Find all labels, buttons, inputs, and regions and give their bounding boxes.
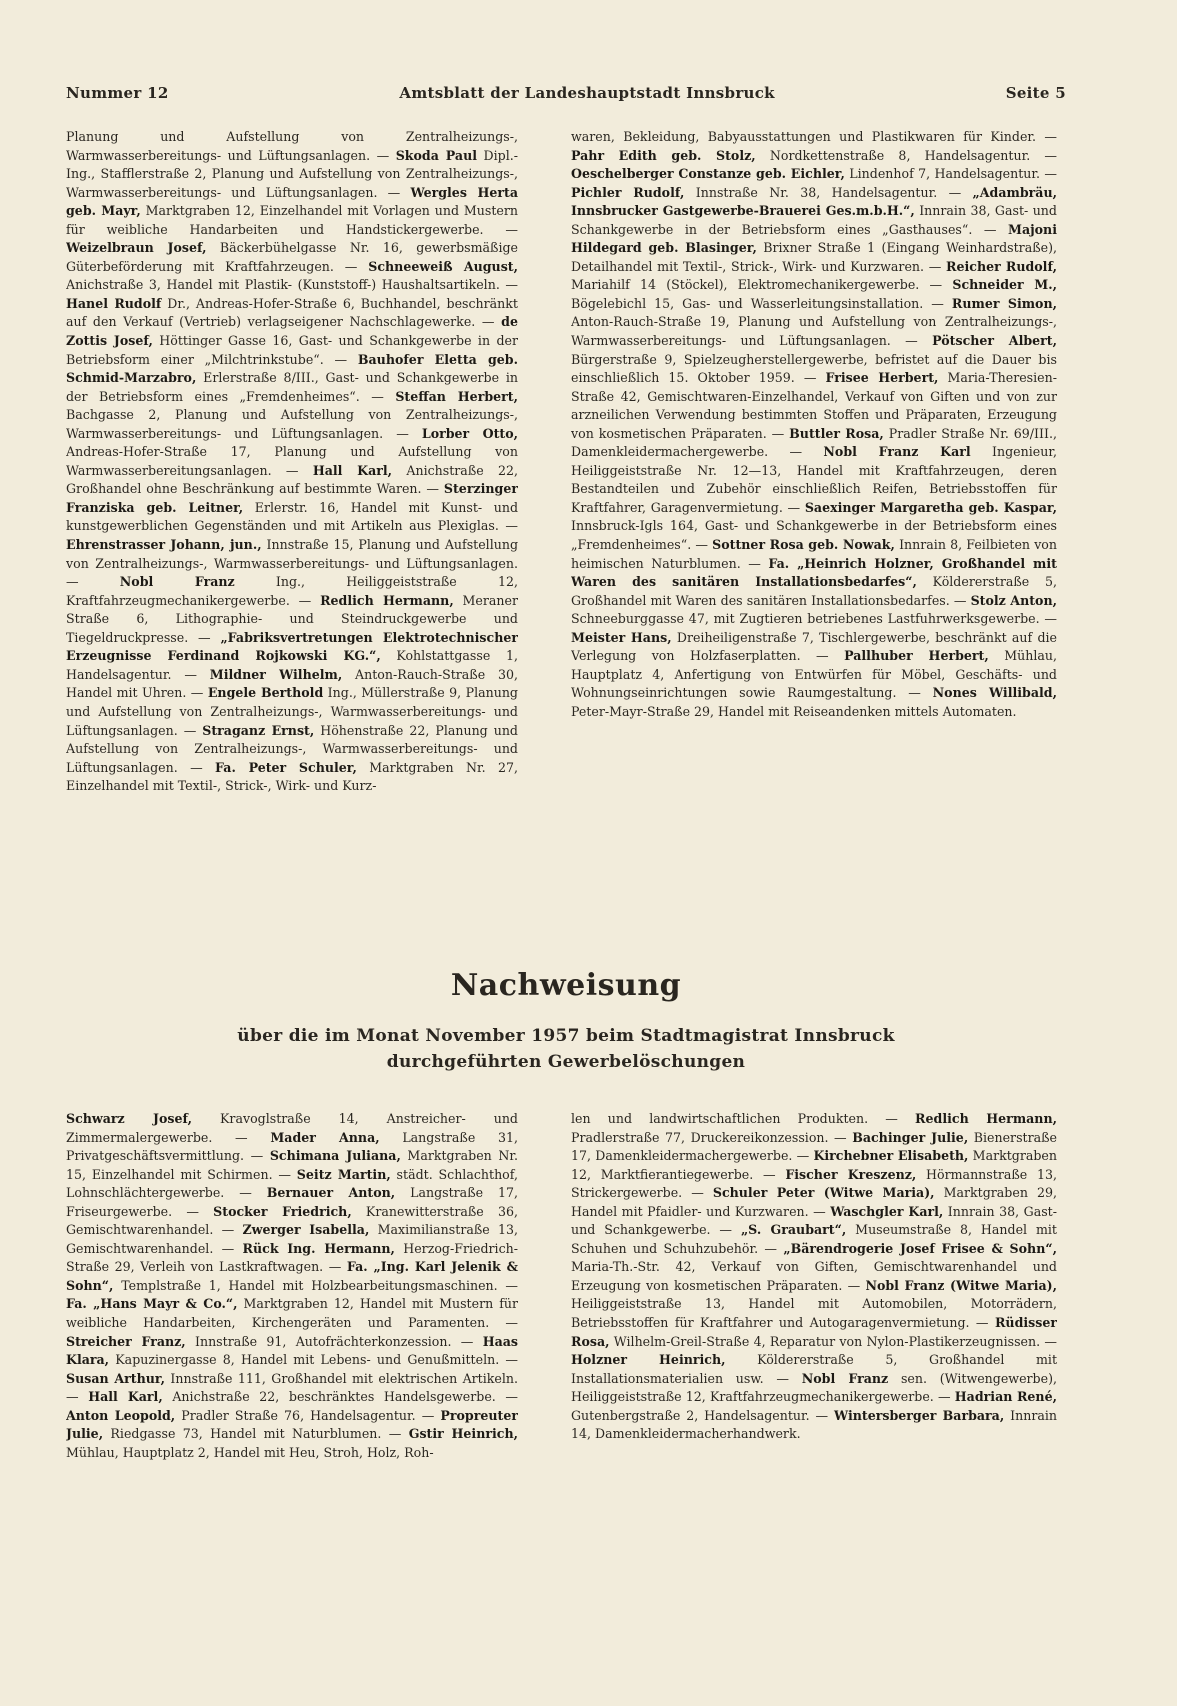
entry-name: Mildner Wilhelm, [209,666,343,682]
text-column-bottom-right [571,1110,1057,1670]
entry-name: Sottner Rosa geb. Nowak, [712,537,895,553]
entry-name: Fa. „Hans Mayr & Co.“, [66,1296,238,1312]
entry-name: Rumer Simon, [951,295,1057,311]
entry-name: Schneider M., [952,277,1057,293]
entry-name: „S. Graubart“, [740,1222,847,1238]
entry-name: Steffan Herbert, [395,388,518,404]
entry-name: Rück Ing. Hermann, [242,1240,395,1256]
entry-name: Nobl Franz [119,574,235,590]
entry-name: Schwarz Josef, [66,1111,193,1126]
entry-name: Nobl Franz (Witwe Maria), [865,1277,1057,1293]
entry-name: Hall Karl, [312,462,393,478]
entry-name: Majoni Hildegard geb. Blasinger, [571,221,1057,256]
entry-name: Frisee Herbert, [825,370,939,386]
page-header [66,84,1066,102]
entry-name: „Adambräu, Innsbrucker Gastgewerbe-Brauerei Ges.m.b.H.“, [571,184,1057,219]
entry-name: Meister Hans, [571,629,672,645]
entry-name: Propreuter Julie, [66,1407,518,1442]
entry-name: Fischer Kreszenz, [785,1166,917,1182]
entry-name: „Fabriksvertretungen Elektrotechnischer Erzeugnisse Ferdinand Rojkowski KG.“, [66,629,518,664]
entry-name: Schuler Peter (Witwe Maria), [712,1185,935,1201]
entry-name: Pallhuber Herbert, [844,648,989,664]
column-paragraph: len und landwirtschaftlichen Produkten. — Redlich Hermann, Pradlerstraße 77, Druckereikonzession. — Bachinger Julie, Bienerstraße 17, Damenkleidermachergewerbe. — Kirchebner Elisabeth, Marktgraben 12, Marktfierantiegewerbe. — Fischer Kreszenz, Hörmannstraße 13, Strickergewerbe. — Schuler Peter (Witwe Maria), Marktgraben 29, Handel mit Pfaidler- und Kurzwaren. — Waschgler Karl, Innrain 38, Gast- und Schankgewerbe. — „S. Graubart“, Museumstraße 8, Handel mit Schuhen und Schuhzubehör. — „Bärendrogerie Josef Frisee & Sohn“, Maria-Th.-Str. 42, Verkauf von Giften, Gemischtwarenhandel und Erzeugung von kosmetischen Präparaten. — Nobl Franz (Witwe Maria), Heiliggeiststraße 13, Handel mit Automobilen, Motorrädern, Betriebsstoffen für Kraftfahrer und Autogaragenvermietung. — Rüdisser Rosa, Wilhelm-Greil-Straße 4, Reparatur von Nylon-Plastikerzeugnissen. — Holzner Heinrich, Köldererstraße 5, Großhandel mit Installationsmaterialien usw. — Nobl Franz sen. (Witwengewerbe), Heiliggeiststraße 12, Kraftfahrzeugmechanikergewerbe. — Hadrian René, Gutenbergstraße 2, Handelsagentur. — Wintersberger Barbara, Innrain 14, Damenkleidermacherhandwerk. [571,1111,1057,1442]
entry-name: Mader Anna, [270,1129,380,1145]
entry-name: Wergles Herta geb. Mayr, [66,184,518,219]
entry-name: Waschgler Karl, [830,1203,944,1219]
entry-name: Hall Karl, [88,1389,163,1405]
entry-name: Kirchebner Elisabeth, [813,1148,969,1164]
entry-name: Wintersberger Barbara, [834,1407,1005,1423]
entry-name: Saexinger Margaretha geb. Kaspar, [804,499,1057,515]
publication-title: Amtsblatt der Landeshauptstadt Innsbruck [399,84,775,102]
entry-name: Hadrian René, [954,1389,1057,1405]
column-paragraph: waren, Bekleidung, Babyausstattungen und Plastikwaren für Kinder. — Pahr Edith geb. Stolz, Nordkettenstraße 8, Handelsagentur. — Oeschelberger Constanze geb. Eichler, Lindenhof 7, Handelsagentur. — Pichler Rudolf, Innstraße Nr. 38, Handelsagentur. — „Adambräu, Innsbrucker Gastgewerbe-Brauerei Ges.m.b.H.“, Innrain 38, Gast- und Schankgewerbe in der Betriebsform eines „Gasthauses“. — Majoni Hildegard geb. Blasinger, Brixner Straße 1 (Eingang Weinhardstraße), Detailhandel mit Textil-, Strick-, Wirk- und Kurzwaren. — Reicher Rudolf, Mariahilf 14 (Stöckel), Elektromechanikergewerbe. — Schneider M., Bögelebichl 15, Gas- und Wasserleitungsinstallation. — Rumer Simon, Anton-Rauch-Straße 19, Planung und Aufstellung von Zentralheizungs-, Warmwasserbereitungs- und Lüftungsanlagen. — Pötscher Albert, Bürgerstraße 9, Spielzeugherstellergewerbe, befristet auf die Dauer bis einschließlich 15. Oktober 1959. — Frisee Herbert, Maria-Theresien-Straße 42, Gemischtwaren-Einzelhandel, Verkauf von Giften und von zur arzneilichen Verwendung bestimmten Stoffen und Präparaten, Erzeugung von kosmetischen Präparaten. — Buttler Rosa, Pradler Straße Nr. 69/III., Damenkleidermachergewerbe. — Nobl Franz Karl Ingenieur, Heiliggeiststraße Nr. 12—13, Handel mit Kraftfahrzeugen, deren Bestandteilen und Zubehör einschließlich Reifen, Betriebsstoffen für Kraftfahrer, Garagenvermietung. — Saexinger Margaretha geb. Kaspar, Innsbruck-Igls 164, Gast- und Schankgewerbe in der Betriebsform eines „Fremdenheimes“. — Sottner Rosa geb. Nowak, Innrain 8, Feilbieten von heimischen Naturblumen. — Fa. „Heinrich Holzner, Großhandel mit Waren des sanitären Installationsbedarfes“, Köldererstraße 5, Großhandel mit Waren des sanitären Installationsbedarfes. — Stolz Anton, Schneeburggasse 47, mit Zugtieren betriebenes Lastfuhrwerksgewerbe. — Meister Hans, Dreiheiligenstraße 7, Tischlergewerbe, beschränkt auf die Verlegung von Holzfaserplatten. — Pallhuber Herbert, Mühlau, Hauptplatz 4, Anfertigung von Entwürfen für Möbel, Geschäfts- und Wohnungseinrichtungen sowie Raumgestaltung. — Nones Willibald, Peter-Mayr-Straße 29, Handel mit Reiseandenken mittels Automaten. [571,129,1057,719]
text-column-top-right [571,128,1057,924]
entry-name: de Zottis Josef, [66,314,518,349]
entry-name: Skoda Paul [395,147,478,163]
column-paragraph: Planung und Aufstellung von Zentralheizungs-, Warmwasserbereitungs- und Lüftungsanlagen. — Skoda Paul Dipl.-Ing., Stafflerstraße 2, Planung und Aufstellung von Zentralheizungs-, Warmwasserbereitungs- und Lüftungsanlagen. — Wergles Herta geb. Mayr, Marktgraben 12, Einzelhandel mit Vorlagen und Mustern für weibliche Handarbeiten und Handstickergewerbe. — Weizelbraun Josef, Bäckerbühelgasse Nr. 16, gewerbsmäßige Güterbeförderung mit Kraftfahrzeugen. — Schneeweiß August, Anichstraße 3, Handel mit Plastik- (Kunststoff-) Haushaltsartikeln. — Hanel Rudolf Dr., Andreas-Hofer-Straße 6, Buchhandel, beschränkt auf den Verkauf (Vertrieb) verlagseigener Nachschlagewerke. — de Zottis Josef, Höttinger Gasse 16, Gast- und Schankgewerbe in der Betriebsform einer „Milchtrinkstube“. — Bauhofer Eletta geb. Schmid-Marzabro, Erlerstraße 8/III., Gast- und Schankgewerbe in der Betriebsform eines „Fremdenheimes“. — Steffan Herbert, Bachgasse 2, Planung und Aufstellung von Zentralheizungs-, Warmwasserbereitungs- und Lüftungsanlagen. — Lorber Otto, Andreas-Hofer-Straße 17, Planung und Aufstellung von Warmwasserbereitungsanlagen. — Hall Karl, Anichstraße 22, Großhandel ohne Beschränkung auf bestimmte Waren. — Sterzinger Franziska geb. Leitner, Erlerstr. 16, Handel mit Kunst- und kunstgewerblichen Gegenständen und mit Artikeln aus Plexiglas. — Ehrenstrasser Johann, jun., Innstraße 15, Planung und Aufstellung von Zentralheizungs-, Warmwasserbereitungs- und Lüftungsanlagen. — Nobl Franz Ing., Heiliggeiststraße 12, Kraftfahrzeugmechanikergewerbe. — Redlich Hermann, Meraner Straße 6, Lithographie- und Steindruckgewerbe und Tiegeldruckpresse. — „Fabriksvertretungen Elektrotechnischer Erzeugnisse Ferdinand Rojkowski KG.“, Kohlstattgasse 1, Handelsagentur. — Mildner Wilhelm, Anton-Rauch-Straße 30, Handel mit Uhren. — Engele Berthold Ing., Müllerstraße 9, Planung und Aufstellung von Zentralheizungs-, Warmwasserbereitungs- und Lüftungsanlagen. — Straganz Ernst, Höhenstraße 22, Planung und Aufstellung von Zentralheizungs-, Warmwasserbereitungs- und Lüftungsanlagen. — Fa. Peter Schuler, Marktgraben Nr. 27, Einzelhandel mit Textil-, Strick-, Wirk- und Kurz- [66,129,518,794]
entry-name: Buttler Rosa, [789,425,884,441]
text-column-top-left [66,128,518,924]
entry-name: Gstir Heinrich, [408,1426,518,1442]
entry-name: Holzner Heinrich, [571,1352,726,1368]
entry-name: Engele Berthold [207,685,324,701]
entry-name: Reicher Rudolf, [946,258,1057,274]
entry-name: Fa. Peter Schuler, [215,759,357,775]
entry-name: Rüdisser Rosa, [571,1315,1057,1349]
entry-name: Bernauer Anton, [266,1185,396,1201]
page-number: Seite 5 [1005,84,1066,102]
entry-name: Lorber Otto, [421,425,518,441]
entry-name: „Bärendrogerie Josef Frisee & Sohn“, [783,1240,1057,1256]
entry-name: Pötscher Albert, [932,333,1057,349]
entry-name: Seitz Martin, [296,1166,391,1182]
entry-name: Stolz Anton, [970,592,1057,608]
entry-name: Sterzinger Franziska geb. Leitner, [66,481,518,515]
entry-name: Oeschelberger Constanze geb. Eichler, [571,166,845,182]
entry-name: Bachinger Julie, [852,1129,969,1145]
entry-name: Redlich Hermann, [915,1111,1057,1126]
entry-name: Nobl Franz Karl [823,444,971,460]
column-paragraph: Schwarz Josef, Kravoglstraße 14, Anstreicher- und Zimmermalergewerbe. — Mader Anna, Langstraße 31, Privatgeschäftsvermittlung. — Schimana Juliana, Marktgraben Nr. 15, Einzelhandel mit Schirmen. — Seitz Martin, städt. Schlachthof, Lohnschlächtergewerbe. — Bernauer Anton, Langstraße 17, Friseurgewerbe. — Stocker Friedrich, Kranewitterstraße 36, Gemischtwarenhandel. — Zwerger Isabella, Maximilianstraße 13, Gemischtwarenhandel. — Rück Ing. Hermann, Herzog-Friedrich-Straße 29, Verleih von Lastkraftwagen. — Fa. „Ing. Karl Jelenik & Sohn“, Templstraße 1, Handel mit Holzbearbeitungsmaschinen. — Fa. „Hans Mayr & Co.“, Marktgraben 12, Handel mit Mustern für weibliche Handarbeiten, Kirchengeräten und Paramenten. — Streicher Franz, Innstraße 91, Autofrächterkonzession. — Haas Klara, Kapuzinergasse 8, Handel mit Lebens- und Genußmitteln. — Susan Arthur, Innstraße 111, Großhandel mit elektrischen Artikeln. — Hall Karl, Anichstraße 22, beschränktes Handelsgewerbe. — Anton Leopold, Pradler Straße 76, Handelsagentur. — Propreuter Julie, Riedgasse 73, Handel mit Naturblumen. — Gstir Heinrich, Mühlau, Hauptplatz 2, Handel mit Heu, Stroh, Holz, Roh- [66,1111,518,1460]
issue-number: Nummer 12 [66,84,169,102]
section-title: Nachweisung [450,968,682,1003]
entry-name: Anton Leopold, [66,1407,176,1423]
text-column-bottom-left [66,1110,518,1670]
entry-name: Fa. „Heinrich Holzner, Großhandel mit Waren des sanitären Installationsbedarfes“, [571,555,1057,590]
entry-name: Pahr Edith geb. Stolz, [571,147,756,163]
entry-name: Fa. „Ing. Karl Jelenik & Sohn“, [66,1259,518,1293]
section-subtitle-line2: durchgeführten Gewerbelöschungen [386,1052,746,1072]
entry-name: Haas Klara, [66,1333,518,1368]
entry-name: Pichler Rudolf, [571,184,685,200]
entry-name: Stocker Friedrich, [213,1203,352,1219]
entry-name: Nobl Franz [801,1370,889,1386]
entry-name: Schimana Juliana, [269,1148,401,1164]
entry-name: Straganz Ernst, [202,722,315,738]
entry-name: Bauhofer Eletta geb. Schmid-Marzabro, [66,351,518,386]
section-subtitle-line1: über die im Monat November 1957 beim Stadtmagistrat Innsbruck [237,1026,895,1046]
entry-name: Nones Willibald, [932,685,1057,701]
entry-name: Weizelbraun Josef, [66,240,207,256]
entry-name: Zwerger Isabella, [242,1222,370,1238]
entry-name: Streicher Franz, [66,1333,186,1349]
entry-name: Schneeweiß August, [368,258,518,274]
entry-name: Redlich Hermann, [320,592,454,608]
entry-name: Hanel Rudolf [66,295,162,311]
entry-name: Susan Arthur, [66,1370,166,1386]
entry-name: Ehrenstrasser Johann, jun., [66,537,262,553]
